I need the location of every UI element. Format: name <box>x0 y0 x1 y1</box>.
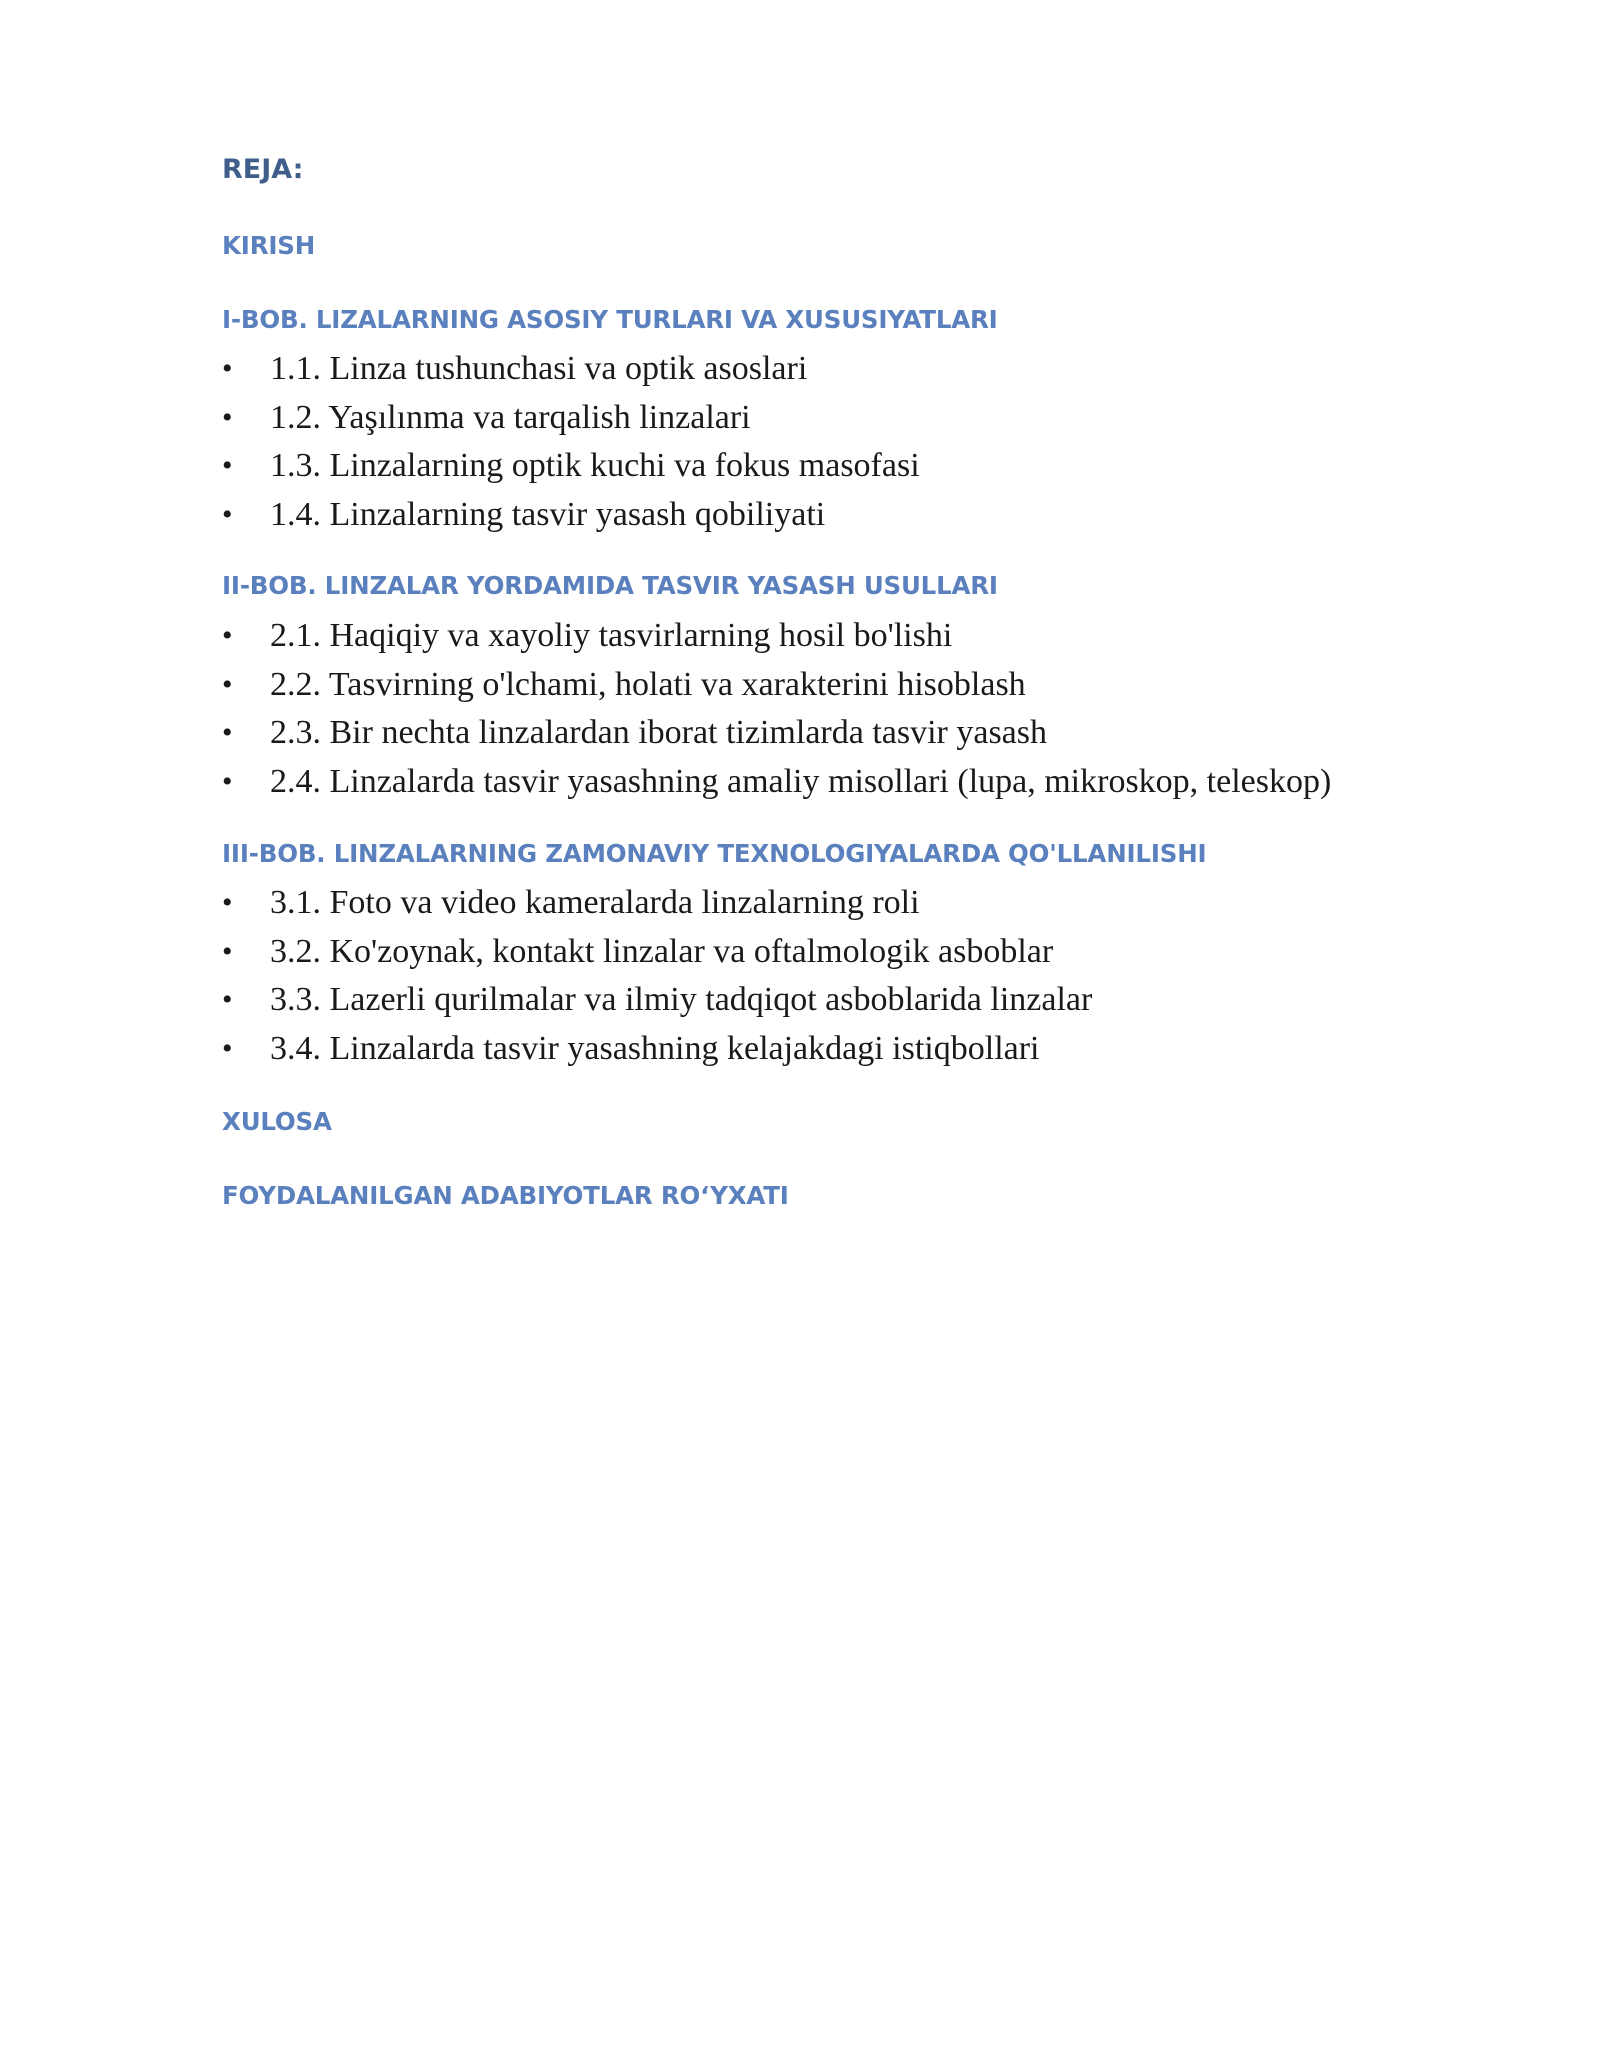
bullet-icon: • <box>222 497 233 531</box>
chapter-3-heading: III-BOB. LINZALARNING ZAMONAVIY TEXNOLOGIYALARDA QO'LLANILISHI <box>222 839 1207 868</box>
list-item-text: 3.3. Lazerli qurilmalar va ilmiy tadqiqot asboblarida linzalar <box>270 981 1093 1018</box>
conclusion-heading: XULOSA <box>222 1107 332 1136</box>
bullet-icon: • <box>222 764 233 798</box>
bullet-icon: • <box>222 886 233 919</box>
list-item-text: 2.3. Bir nechta linzalardan iborat tizimlarda tasvir yasash <box>270 714 1048 751</box>
list-item-text: 1.3. Linzalarning optik kuchi va fokus masofasi <box>270 447 920 484</box>
list-item-text: 1.2. Yaşılınma va tarqalish linzalari <box>270 398 751 436</box>
bullet-icon: • <box>222 983 233 1016</box>
bullet-icon: • <box>222 667 233 701</box>
bullet-icon: • <box>222 352 233 385</box>
chapter-2-heading: II-BOB. LINZALAR YORDAMIDA TASVIR YASASH USULLARI <box>222 571 998 600</box>
bullet-icon: • <box>222 1031 233 1065</box>
bullet-icon: • <box>222 934 233 968</box>
list-item-text: 2.2. Tasvirning o'lchami, holati va xarakterini hisoblash <box>270 665 1026 703</box>
list-item-text: 2.4. Linzalarda tasvir yasashning amaliy misollari (lupa, mikroskop, teleskop) <box>270 762 1332 800</box>
references-heading: FOYDALANILGAN ADABIYOTLAR RO‘YXATI <box>222 1181 789 1210</box>
list-item-text: 3.4. Linzalarda tasvir yasashning kelajakdagi istiqbollari <box>270 1029 1040 1067</box>
list-item-text: 3.2. Ko'zoynak, kontakt linzalar va oftalmologik asboblar <box>270 932 1054 970</box>
list-item-text: 2.1. Haqiqiy va xayoliy tasvirlarning hosil bo'lishi <box>270 617 953 654</box>
list-item-text: 1.1. Linza tushunchasi va optik asoslari <box>270 350 808 387</box>
bullet-icon: • <box>222 619 233 652</box>
chapter-1-heading: I-BOB. LIZALARNING ASOSIY TURLARI VA XUSUSIYATLARI <box>222 305 998 334</box>
bullet-icon: • <box>222 400 233 434</box>
list-item-text: 3.1. Foto va video kameralarda linzalarning roli <box>270 884 920 921</box>
intro-heading: KIRISH <box>222 231 316 260</box>
page-title: REJA: <box>222 154 304 185</box>
list-item-text: 1.4. Linzalarning tasvir yasash qobiliyati <box>270 495 826 533</box>
bullet-icon: • <box>222 449 233 482</box>
bullet-icon: • <box>222 716 233 749</box>
